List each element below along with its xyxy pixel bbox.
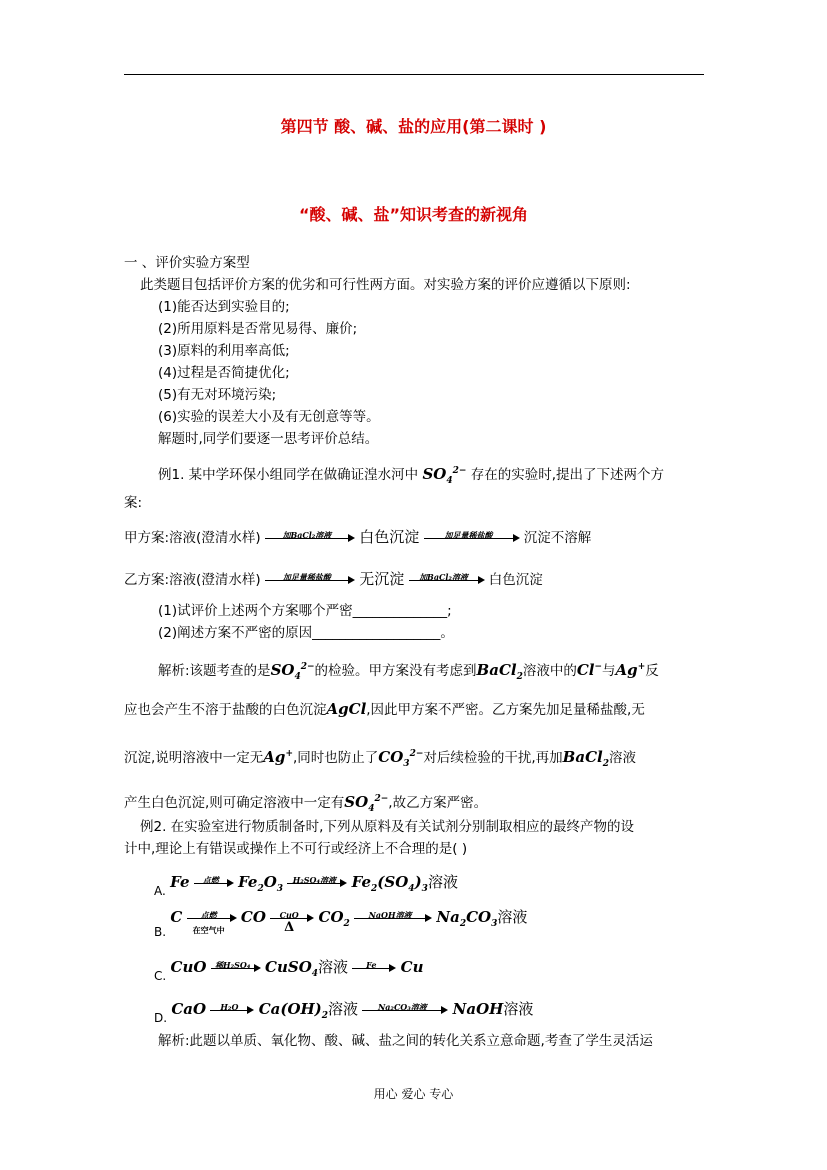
- question-1: (1)试评价上述两个方案哪个严密______________;: [158, 603, 452, 619]
- section-closing: 解题时,同学们要逐一思考评价总结。: [158, 431, 379, 447]
- arrow: H₂SO₄溶液: [287, 874, 347, 892]
- arrow: 加BaCl₂溶液: [409, 571, 485, 589]
- arrow: Fe: [352, 959, 396, 977]
- analysis1-line: 解析:该题考查的是$SO_4^{2-}$的检验。甲方案没有考虑到BaCl$_2$溶液中的Cl−与Ag+反: [158, 661, 659, 682]
- example2-question: 例2. 在实验室进行物质制备时,下列从原料及有关试剂分别制取相应的最终产物的设: [140, 819, 634, 835]
- page-title: 第四节 酸、碱、盐的应用(第二课时 ): [280, 117, 547, 136]
- arrow: 稀H₂SO₄: [211, 959, 261, 977]
- arrow: 点燃: [194, 874, 234, 892]
- arrow: 点燃 在空气中: [187, 909, 237, 927]
- example1-question-cont: 案:: [124, 495, 143, 511]
- example1-question: 例1. 某中学环保小组同学在做确证湟水河中 $SO_4^{2-}$ 存在的实验时,提出了下述两个方: [158, 465, 665, 486]
- analysis2-line: 解析:此题以单质、氧化物、酸、碱、盐之间的转化关系立意命题,考查了学生灵活运: [158, 1033, 653, 1049]
- section-heading: 一 、评价实验方案型: [124, 255, 250, 271]
- question-2: (2)阐述方案不严密的原因___________________。: [158, 625, 454, 641]
- principle-item: (1)能否达到实验目的;: [158, 299, 290, 315]
- arrow: 加足量稀盐酸: [265, 571, 355, 589]
- sulfate-formula: $SO_4^{2-}$: [422, 465, 467, 486]
- analysis1-line: 沉淀,说明溶液中一定无Ag+,同时也防止了$CO_3^{2-}$对后续检验的干扰,再加BaCl$_2$溶液: [124, 748, 636, 769]
- arrow: CuO Δ: [270, 909, 314, 927]
- example2-question-cont: 计中,理论上有错误或操作上不可行或经济上不合理的是( ): [124, 841, 468, 857]
- principle-item: (6)实验的误差大小及有无创意等等。: [158, 409, 380, 425]
- header-rule: [124, 74, 704, 75]
- arrow: 加BaCl₂溶液: [265, 529, 355, 547]
- principle-item: (3)原料的利用率高低;: [158, 343, 290, 359]
- page-subtitle: “酸、碱、盐”知识考查的新视角: [298, 205, 529, 224]
- principle-item: (2)所用原料是否常见易得、廉价;: [158, 321, 358, 337]
- principle-item: (4)过程是否简捷优化;: [158, 365, 290, 381]
- option-d: D. CaO H₂O $Ca(OH)_2$溶液 Na₂CO₃溶液 NaOH溶液: [154, 1000, 534, 1025]
- page-footer: 用心 爱心 专心: [373, 1087, 454, 1101]
- arrow: 加足量稀盐酸: [424, 529, 520, 547]
- option-c: C. CuO 稀H₂SO₄ CuSO$_4$溶液 Fe Cu: [154, 958, 424, 983]
- arrow: Na₂CO₃溶液: [362, 1001, 448, 1019]
- section-intro: 此类题目包括评价方案的优劣和可行性两方面。对实验方案的评价应遵循以下原则:: [140, 277, 631, 293]
- plan-b: 乙方案:溶液(澄清水样) 加足量稀盐酸 无沉淀 加BaCl₂溶液 白色沉淀: [124, 570, 543, 588]
- analysis1-line: 产生白色沉淀,则可确定溶液中一定有$SO_4^{2-}$,故乙方案严密。: [124, 793, 488, 814]
- plan-a: 甲方案:溶液(澄清水样) 加BaCl₂溶液 白色沉淀 加足量稀盐酸 沉淀不溶解: [124, 528, 592, 546]
- arrow: NaOH溶液: [354, 909, 432, 927]
- arrow: H₂O: [210, 1001, 254, 1019]
- option-b: B. C 点燃 在空气中 CO CuO Δ $CO_2$ NaOH溶液 $Na_2CO_3$溶液: [154, 908, 528, 939]
- analysis1-line: 应也会产生不溶于盐酸的白色沉淀AgCl,因此甲方案不严密。乙方案先加足量稀盐酸,无: [124, 700, 645, 718]
- option-a: A. Fe 点燃 $Fe_2O_3$ H₂SO₄溶液 $Fe_2(SO_4)_3$溶液: [154, 873, 458, 898]
- principle-item: (5)有无对环境污染;: [158, 387, 277, 403]
